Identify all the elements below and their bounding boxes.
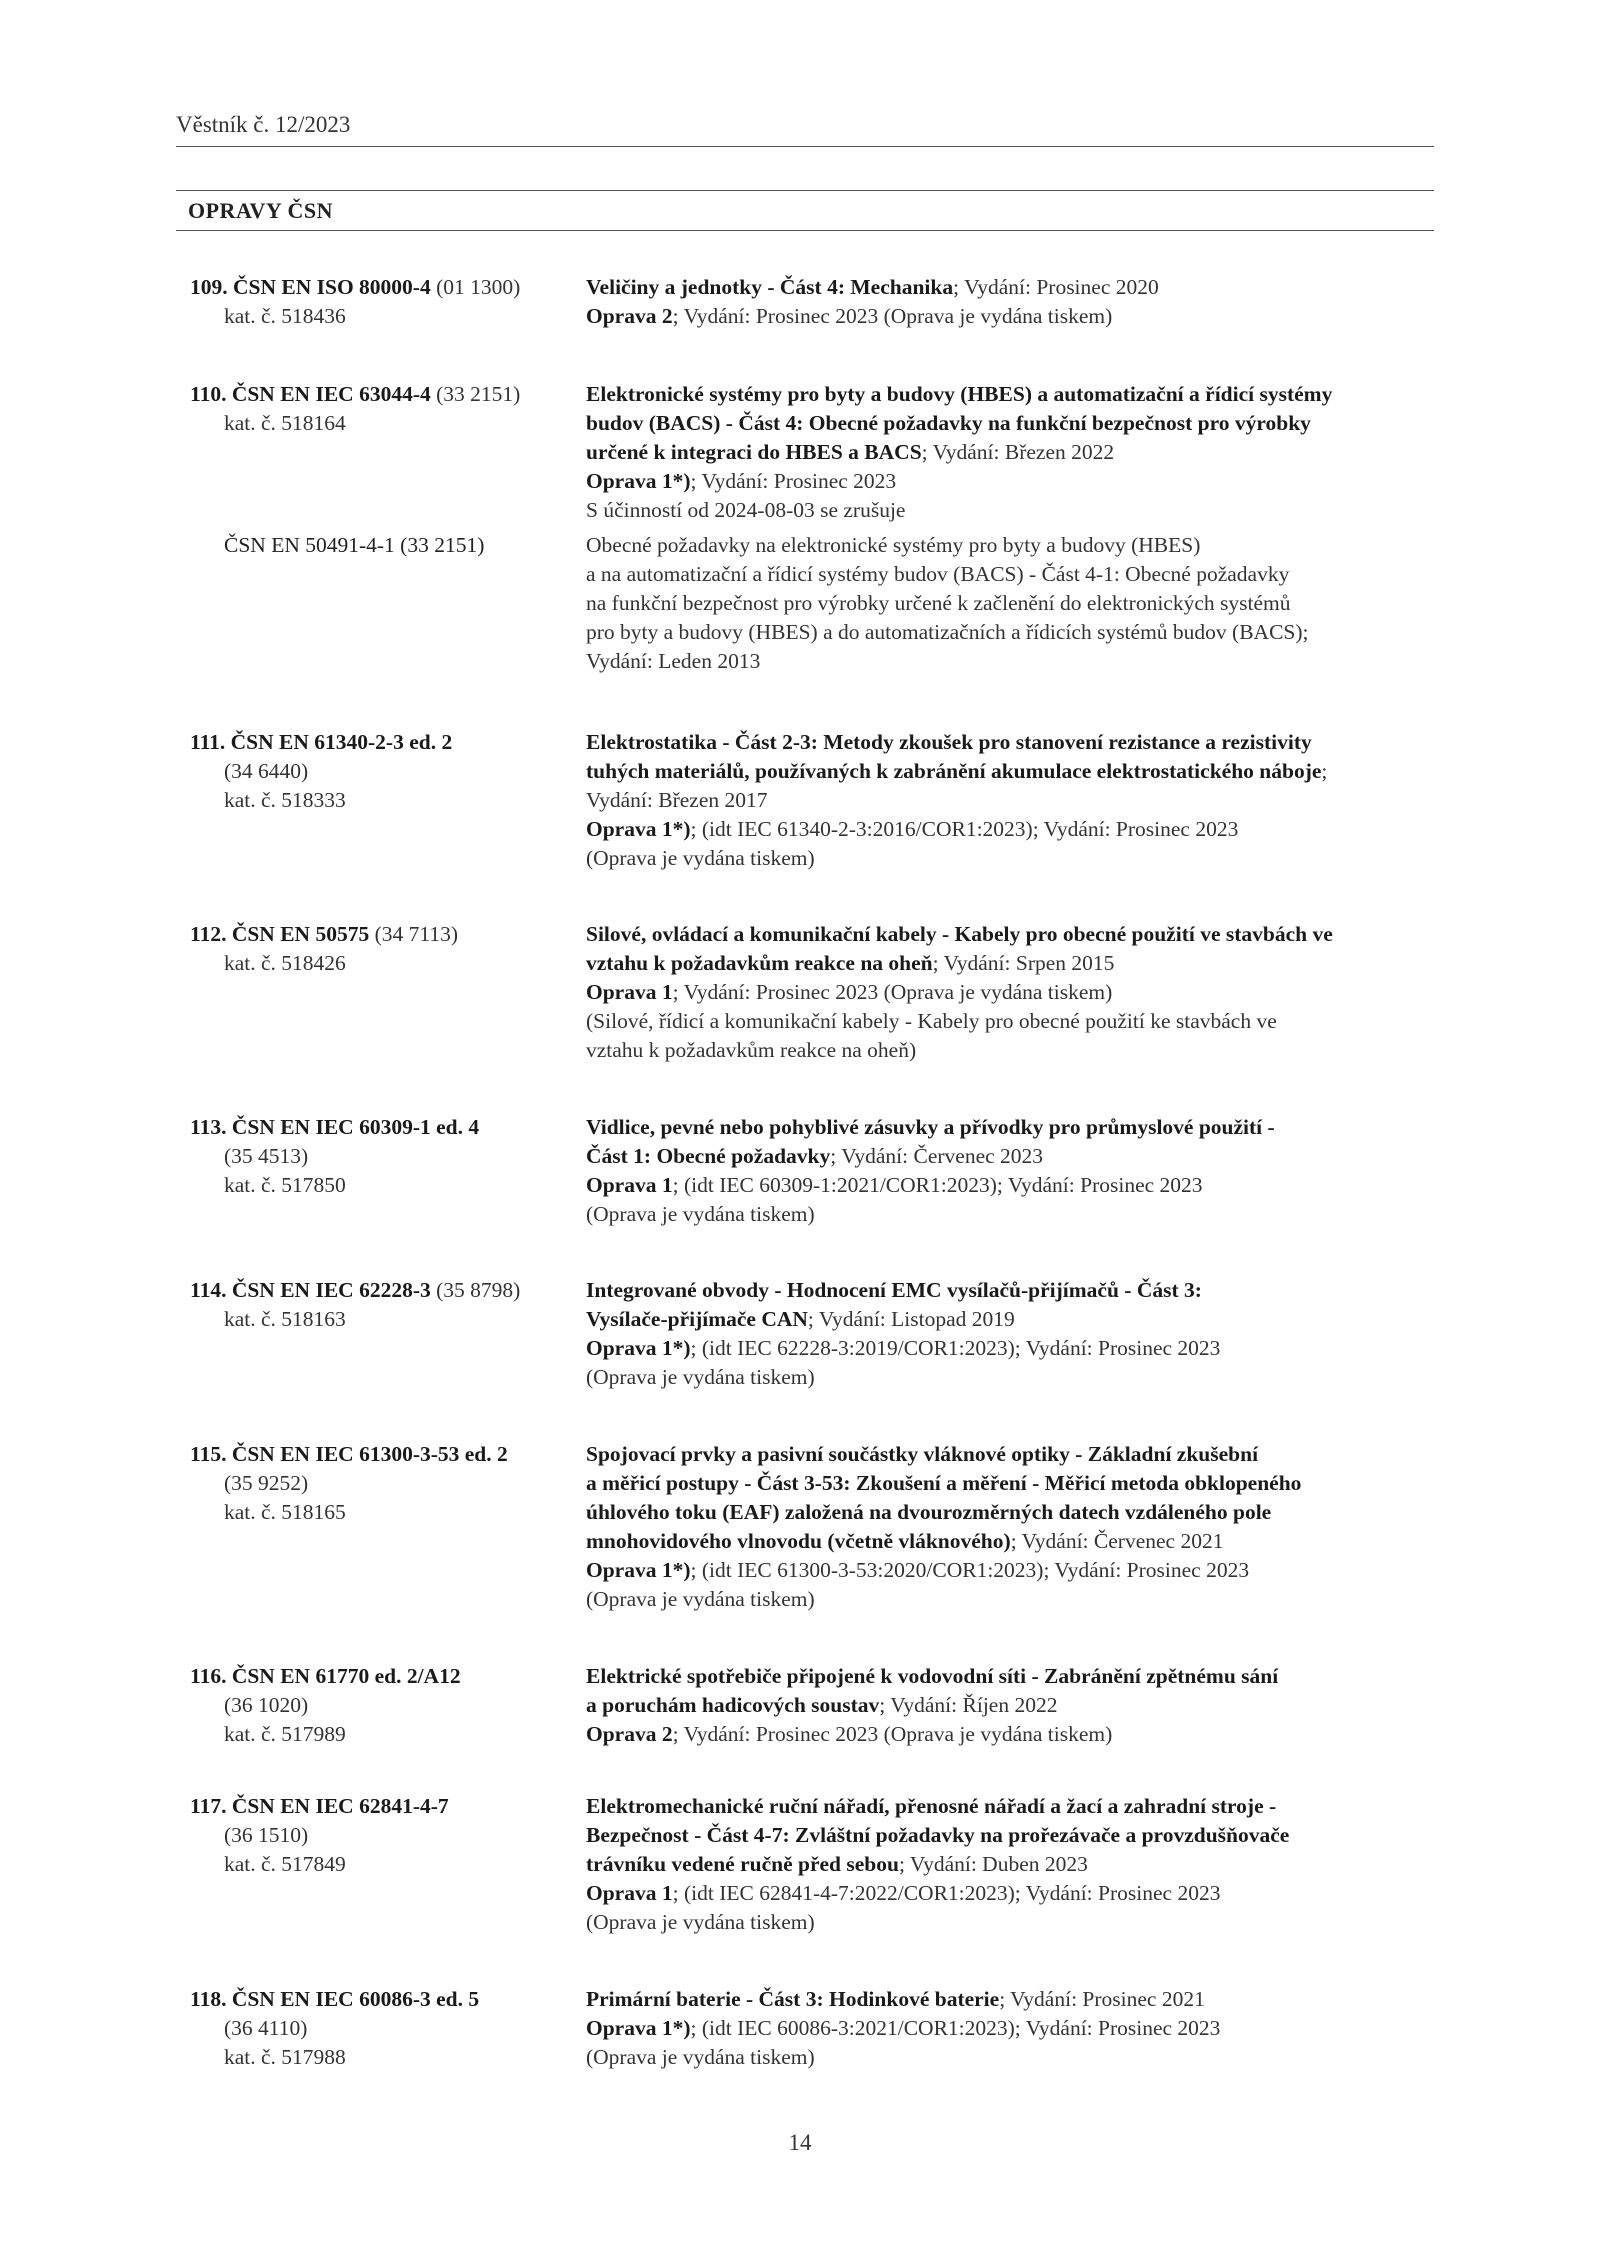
entry-description (586, 1440, 1436, 1614)
correction-entry-117 (0, 1792, 1600, 1937)
correction-entry-109 (0, 273, 1600, 331)
issue-date: ; Vydání: Srpen 2015 (932, 951, 1115, 975)
issue-date: ; Vydání: Říjen 2022 (879, 1693, 1058, 1717)
issue-date: Vydání: Březen 2017 (586, 788, 768, 812)
correction-details: ; Vydání: Prosinec 2023 (Oprava je vydána tiskem) (672, 980, 1113, 1004)
issue-date: ; Vydání: Listopad 2019 (807, 1307, 1015, 1331)
standard-number: ČSN EN 61340-2-3 ed. 2 (230, 730, 453, 754)
standard-title-line: Vysílače-přijímače CAN (586, 1307, 808, 1331)
entry-identifier: 111. ČSN EN 61340-2-3 ed. 2 (34 6440) kat. č. 518333 (190, 728, 570, 815)
classification-code: (35 9252) (224, 1471, 309, 1495)
correction-details: ; Vydání: Prosinec 2023 (Oprava je vydána tiskem) (672, 304, 1113, 328)
correction-details: ; (idt IEC 60309-1:2021/COR1:2023); Vydání: Prosinec 2023 (672, 1173, 1203, 1197)
replaced-standard (0, 531, 1600, 676)
standard-title-line: vztahu k požadavkům reakce na oheň (586, 951, 933, 975)
standard-title-line: Elektromechanické ruční nářadí, přenosné nářadí a žací a zahradní stroje - (586, 1794, 1277, 1818)
issue-date: ; Vydání: Prosinec 2020 (953, 275, 1159, 299)
standard-number: ČSN EN IEC 62228-3 (231, 1278, 431, 1302)
standard-title-line: určené k integraci do HBES a BACS (586, 440, 922, 464)
replaced-standard-description: Obecné požadavky na elektronické systémy pro byty a budovy (HBES) a na automatizační a řídicí systémy budov (BACS) - Část 4-1: Obecné požadavky na funkční bezpečnost pro výrobky určené k začlenění do elektronických systémů pro byty a budovy (HBES) a do automatizačních a řídicích systémů budov (BACS); Vydání: Leden 2013 (586, 533, 1309, 673)
standard-title: Veličiny a jednotky - Část 4: Mechanika (586, 275, 954, 299)
entry-identifier: 117. ČSN EN IEC 62841-4-7 (36 1510) kat. č. 517849 (190, 1792, 570, 1879)
correction-details: ; Vydání: Prosinec 2023 (Oprava je vydána tiskem) (672, 1722, 1113, 1746)
correction-entry-114 (0, 1276, 1600, 1392)
classification-code: (35 8798) (436, 1278, 521, 1302)
entry-identifier: 114. ČSN EN IEC 62228-3 (35 8798) kat. č. 518163 (190, 1276, 570, 1334)
standard-title-line: Integrované obvody - Hodnocení EMC vysílačů-přijímačů - Část 3: (586, 1278, 1202, 1302)
section-rule-bottom (176, 230, 1434, 231)
catalog-number: kat. č. 517988 (224, 2045, 346, 2069)
catalog-number: kat. č. 518426 (224, 951, 346, 975)
printed-note: (Oprava je vydána tiskem) (586, 1910, 815, 1934)
correction-entry-116 (0, 1662, 1600, 1749)
issue-date: ; Vydání: Duben 2023 (898, 1852, 1088, 1876)
classification-code: (01 1300) (436, 275, 521, 299)
catalog-number: kat. č. 517989 (224, 1722, 346, 1746)
standard-number: ČSN EN ISO 80000-4 (233, 275, 431, 299)
entry-identifier: 116. ČSN EN 61770 ed. 2/A12 (36 1020) kat. č. 517989 (190, 1662, 570, 1749)
classification-code: (35 4513) (224, 1144, 309, 1168)
classification-code: (36 4110) (224, 2016, 308, 2040)
standard-title-line: Bezpečnost - Část 4-7: Zvláštní požadavky na prořezávače a provzdušňovače (586, 1823, 1290, 1847)
entry-identifier: 118. ČSN EN IEC 60086-3 ed. 5 (36 4110) kat. č. 517988 (190, 1985, 570, 2072)
entry-description (586, 1985, 1436, 2072)
entry-description (586, 273, 1436, 331)
correction-details: ; (idt IEC 62228-3:2019/COR1:2023); Vydání: Prosinec 2023 (690, 1336, 1221, 1360)
standard-title-line: mnohovidového vlnovodu (včetně vláknového) (586, 1529, 1011, 1553)
catalog-number: kat. č. 518164 (224, 411, 346, 435)
entry-description (586, 380, 1436, 525)
standard-title: Primární baterie - Část 3: Hodinkové baterie (586, 1987, 1000, 2011)
classification-code: (36 1510) (224, 1823, 309, 1847)
standard-title-line: Silové, ovládací a komunikační kabely - Kabely pro obecné použití ve stavbách ve (586, 922, 1333, 946)
correction-label: Oprava 2 (586, 1722, 673, 1746)
catalog-number: kat. č. 517849 (224, 1852, 346, 1876)
catalog-number: kat. č. 518163 (224, 1307, 346, 1331)
catalog-number: kat. č. 518333 (224, 788, 346, 812)
standard-title-line: Elektrostatika - Část 2-3: Metody zkoušek pro stanovení rezistance a rezistivity (586, 730, 1312, 754)
correction-label: Oprava 1*) (586, 1336, 691, 1360)
withdrawal-note: S účinností od 2024-08-03 se zrušuje (586, 498, 906, 522)
standard-number: ČSN EN IEC 62841-4-7 (231, 1794, 449, 1818)
correction-label: Oprava 1*) (586, 469, 691, 493)
standard-title-line: Elektrické spotřebiče připojené k vodovodní síti - Zabránění zpětnému sání (586, 1664, 1279, 1688)
entry-description (586, 1792, 1436, 1937)
correction-entry-111 (0, 728, 1600, 873)
printed-note: (Oprava je vydána tiskem) (586, 1365, 815, 1389)
entry-identifier: 109. ČSN EN ISO 80000-4 (01 1300) kat. č. 518436 (190, 273, 570, 331)
standard-title-line: Spojovací prvky a pasivní součástky vláknové optiky - Základní zkušební (586, 1442, 1259, 1466)
note-line: (Silové, řídicí a komunikační kabely - Kabely pro obecné použití ke stavbách ve (586, 1009, 1277, 1033)
standard-number: ČSN EN IEC 60309-1 ed. 4 (231, 1115, 480, 1139)
entry-description (586, 1113, 1436, 1229)
entry-identifier: 112. ČSN EN 50575 (34 7113) kat. č. 518426 (190, 920, 570, 978)
entry-description: Elektrostatika - Část 2-3: Metody zkoušek pro stanovení rezistance a rezistivity tuhých materiálů, používaných k zabránění akumulace elektrostatického náboje; Vydání: Březen 2017 Oprava 1*); (idt IEC 61340-2-3:2016/COR1:2023); Vydání: Prosinec 2023 (Oprava je vydána tiskem) (586, 728, 1436, 873)
printed-note: (Oprava je vydána tiskem) (586, 2045, 815, 2069)
correction-entry-112 (0, 920, 1600, 1065)
correction-label: Oprava 1*) (586, 2016, 691, 2040)
header-rule (176, 146, 1434, 147)
correction-label: Oprava 1*) (586, 1558, 691, 1582)
classification-code: (33 2151) (436, 382, 521, 406)
page-number: 14 (788, 2130, 812, 2155)
classification-code: (36 1020) (224, 1693, 309, 1717)
printed-note: (Oprava je vydána tiskem) (586, 1202, 815, 1226)
catalog-number: kat. č. 518165 (224, 1500, 346, 1524)
standard-title-line: a poruchám hadicových soustav (586, 1693, 880, 1717)
classification-code: (34 6440) (224, 759, 309, 783)
entry-description (586, 1276, 1436, 1392)
standard-title-line: a měřicí postupy - Část 3-53: Zkoušení a měření - Měřicí metoda obklopeného (586, 1471, 1302, 1495)
correction-entry-118 (0, 1985, 1600, 2072)
catalog-number: kat. č. 517850 (224, 1173, 346, 1197)
issue-date: ; Vydání: Červenec 2021 (1010, 1529, 1224, 1553)
standard-title-line: Vidlice, pevné nebo pohyblivé zásuvky a přívodky pro průmyslové použití - (586, 1115, 1275, 1139)
correction-label: Oprava 1 (586, 980, 673, 1004)
issue-date: ; Vydání: Březen 2022 (921, 440, 1115, 464)
catalog-number: kat. č. 518436 (224, 304, 346, 328)
standard-number: ČSN EN 50575 (231, 922, 370, 946)
correction-entry-115 (0, 1440, 1600, 1614)
note-line: vztahu k požadavkům reakce na oheň) (586, 1038, 917, 1062)
standard-title-line: úhlového toku (EAF) založená na dvourozměrných datech vzdáleného pole (586, 1500, 1272, 1524)
correction-label: Oprava 2 (586, 304, 673, 328)
entry-description (586, 920, 1436, 1065)
standard-number: ČSN EN IEC 60086-3 ed. 5 (231, 1987, 480, 2011)
standard-number: ČSN EN IEC 63044-4 (231, 382, 431, 406)
correction-entry-113 (0, 1113, 1600, 1229)
standard-title-line: Část 1: Obecné požadavky (586, 1144, 831, 1168)
entry-identifier: 110. ČSN EN IEC 63044-4 (33 2151) kat. č. 518164 (190, 380, 570, 438)
standard-title-line: budov (BACS) - Část 4: Obecné požadavky na funkční bezpečnost pro výrobky (586, 411, 1311, 435)
correction-label: Oprava 1 (586, 1173, 673, 1197)
replaced-standard-number: ČSN EN 50491-4-1 (33 2151) (224, 533, 485, 557)
classification-code: (34 7113) (374, 922, 458, 946)
issue-date: ; Vydání: Červenec 2023 (830, 1144, 1044, 1168)
correction-details: ; (idt IEC 61340-2-3:2016/COR1:2023); Vydání: Prosinec 2023 (690, 817, 1239, 841)
standard-title-line: trávníku vedené ručně před sebou (586, 1852, 899, 1876)
correction-label: Oprava 1*) (586, 817, 691, 841)
correction-details: ; Vydání: Prosinec 2023 (690, 469, 897, 493)
correction-entry-110 (0, 380, 1600, 676)
running-head: Věstník č. 12/2023 (176, 112, 351, 137)
correction-label: Oprava 1 (586, 1881, 673, 1905)
correction-details: ; (idt IEC 60086-3:2021/COR1:2023); Vydání: Prosinec 2023 (690, 2016, 1221, 2040)
section-title: OPRAVY ČSN (188, 198, 333, 223)
entry-identifier: 115. ČSN EN IEC 61300-3-53 ed. 2 (35 9252) kat. č. 518165 (190, 1440, 570, 1527)
standard-title-line: tuhých materiálů, používaných k zabránění akumulace elektrostatického náboje (586, 759, 1322, 783)
correction-details: ; (idt IEC 62841-4-7:2022/COR1:2023); Vydání: Prosinec 2023 (672, 1881, 1221, 1905)
standard-title-line: Elektronické systémy pro byty a budovy (HBES) a automatizační a řídicí systémy (586, 382, 1333, 406)
correction-details: ; (idt IEC 61300-3-53:2020/COR1:2023); Vydání: Prosinec 2023 (690, 1558, 1250, 1582)
printed-note: (Oprava je vydána tiskem) (586, 1587, 815, 1611)
printed-note: (Oprava je vydána tiskem) (586, 846, 815, 870)
entry-description (586, 1662, 1436, 1749)
issue-date: ; Vydání: Prosinec 2021 (999, 1987, 1205, 2011)
section-rule-top (176, 190, 1434, 191)
entry-identifier: 113. ČSN EN IEC 60309-1 ed. 4 (35 4513) kat. č. 517850 (190, 1113, 570, 1200)
standard-number: ČSN EN IEC 61300-3-53 ed. 2 (231, 1442, 508, 1466)
standard-number: ČSN EN 61770 ed. 2/A12 (231, 1664, 461, 1688)
